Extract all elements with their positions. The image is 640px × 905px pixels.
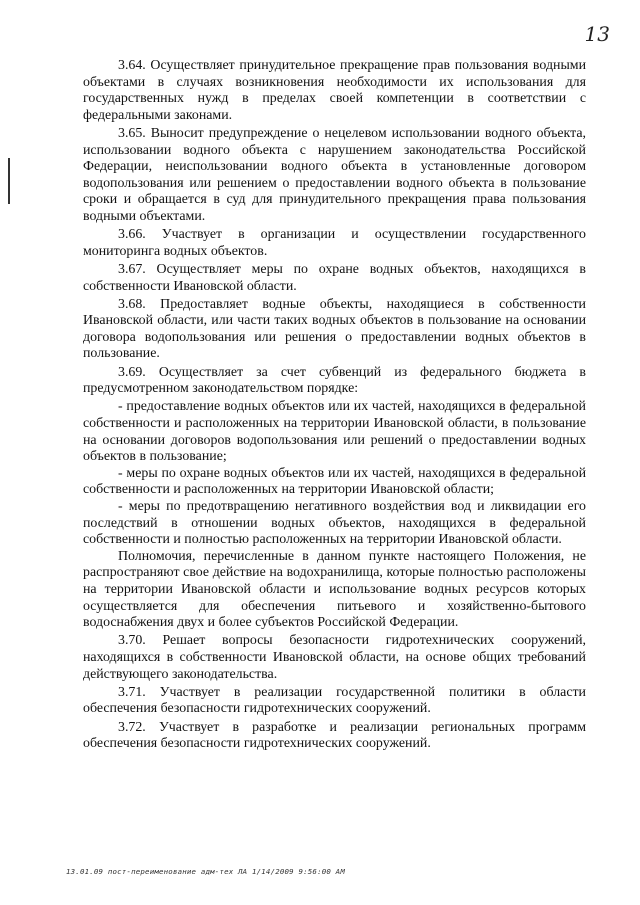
paragraph-3-68	[83, 297, 586, 363]
paragraph-text: Осуществляет за счет субвенций из федерального бюджета в предусмотренном законодательством порядке:	[83, 364, 586, 397]
paragraph-text: Участвует в организации и осуществлении государственного мониторинга водных объектов.	[83, 227, 586, 259]
paragraph-3-69	[83, 365, 586, 398]
paragraph-number: 3.67.	[118, 261, 146, 277]
paragraph-3-65	[83, 126, 586, 226]
paragraph-number: 3.68.	[118, 296, 146, 312]
paragraph-number: 3.65.	[118, 125, 146, 141]
paragraph-number: 3.70.	[118, 633, 146, 649]
paragraph-3-72	[83, 720, 586, 753]
document-body	[83, 58, 586, 754]
paragraph-text: Выносит предупреждение о нецелевом использовании водного объекта, использовании водного объекта с нарушением законодательства Российской Федерации, неиспользовании водного объекта в установленные договором водопользования или решением о предоставлении водного объекта в пользование сроки и обращается в суд для принудительного прекращения права пользования водными объектами.	[83, 125, 586, 224]
paragraph-3-64	[83, 58, 586, 124]
paragraph-number: 3.69.	[118, 364, 146, 380]
paragraph-3-66	[83, 227, 586, 260]
paragraph-text: Участвует в разработке и реализации региональных программ обеспечения безопасности гидротехнических сооружений.	[83, 719, 586, 752]
paragraph-number: 3.66.	[118, 227, 146, 243]
paragraph-number: 3.64.	[118, 58, 146, 73]
paragraph-text: Участвует в реализации государственной политики в области обеспечения безопасности гидротехнических сооружений.	[83, 684, 586, 717]
paragraph-text: Решает вопросы безопасности гидротехнических сооружений, находящихся в собственности Ивановской области, на основе общих требований действующего законодательства.	[83, 633, 586, 682]
paragraph-number: 3.71.	[118, 684, 146, 700]
list-item: - меры по охране водных объектов или их частей, находящихся в федеральной собственности и расположенных на территории Ивановской области;	[83, 465, 586, 498]
list-item: - предоставление водных объектов или их частей, находящихся в федеральной собственности и расположенных на территории Ивановской области, в пользование на основании договоров водопользования или решений о предоставлении водных объектов в пользование;	[83, 399, 586, 465]
footer-file-stamp: 13.01.09 пост-переименование адм-тех ЛА 1/14/2009 9:56:00 AM	[66, 867, 345, 876]
paragraph-text: Осуществляет принудительное прекращение прав пользования водными объектами в случаях возникновения необходимости их использования для государственных нужд в пределах своей компетенции в соответствии с федеральными законами.	[83, 58, 586, 123]
margin-mark	[8, 158, 10, 204]
page-number: 13	[584, 22, 610, 46]
paragraph-3-71	[83, 685, 586, 718]
paragraph-number: 3.72.	[118, 719, 146, 735]
list-item: - меры по предотвращению негативного воздействия вод и ликвидации его последствий в отношении водных объектов, находящихся в федеральной собственности и полностью расположенных на территории Ивановской области.	[83, 499, 586, 548]
paragraph-text: Предоставляет водные объекты, находящиеся в собственности Ивановской области, или части таких водных объектов в пользование на основании договора водопользования или решения о предоставлении водных объектов в пользование.	[83, 296, 586, 362]
paragraph-text: Осуществляет меры по охране водных объектов, находящихся в собственности Ивановской области.	[83, 261, 586, 294]
paragraph-3-67	[83, 262, 586, 295]
paragraph-3-70	[83, 633, 586, 683]
paragraph-3-69-note: Полномочия, перечисленные в данном пункте настоящего Положения, не распространяют свое действие на водохранилища, которые полностью расположены на территории Ивановской области и использование водных ресурсов которых осуществляется для обеспечения питьевого и хозяйственно-бытового водоснабжения двух и более субъектов Российской Федерации.	[83, 548, 586, 631]
